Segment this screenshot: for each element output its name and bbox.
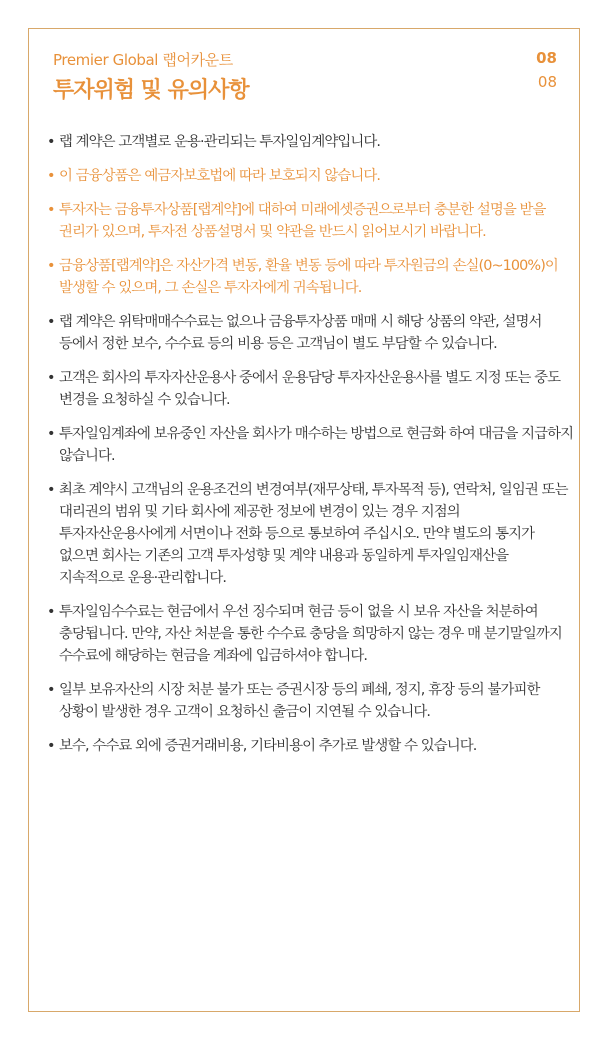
brand-label: Premier Global 랩어카운트 [53, 51, 233, 69]
list-item [47, 165, 575, 187]
bullet-icon: • [47, 314, 55, 330]
list-item [47, 679, 575, 723]
list-item [47, 199, 575, 243]
list-item [47, 311, 575, 355]
list-item-text: 일부 보유자산의 시장 처분 불가 또는 증권시장 등의 폐쇄, 정지, 휴장 등의 불가피한 상황이 발생한 경우 고객이 요청하신 출금이 지연될 수 있습니다. [59, 682, 540, 720]
list-item [47, 131, 575, 153]
bullet-icon: • [47, 682, 55, 698]
bullet-icon: • [47, 134, 55, 150]
list-item [47, 479, 575, 589]
list-item [47, 367, 575, 411]
page-number-bold: 08 [536, 49, 557, 67]
list-item-text: 금융상품[랩계약]은 자산가격 변동, 환율 변동 등에 따라 투자원금의 손실(0~100%)이 발생할 수 있으며, 그 손실은 투자자에게 귀속됩니다. [59, 258, 558, 296]
list-item-text: 고객은 회사의 투자자산운용사 중에서 운용담당 투자자산운용사를 별도 지정 또는 중도 변경을 요청하실 수 있습니다. [59, 370, 561, 408]
bullet-icon: • [47, 258, 55, 274]
list-item [47, 255, 575, 299]
list-item-text: 랩 계약은 고객별로 운용·관리되는 투자일임계약입니다. [59, 134, 381, 150]
bullet-icon: • [47, 426, 55, 442]
page-title: 투자위험 및 유의사항 [53, 78, 249, 103]
list-item-text: 투자일임수수료는 현금에서 우선 징수되며 현금 등이 없을 시 보유 자산을 처분하여 충당됩니다. 만약, 자산 처분을 통한 수수료 충당을 희망하지 않는 경우 매 분기말일까지 수수료에 해당하는 현금을 계좌에 입금하셔야 합니다. [59, 604, 562, 664]
list-item-text: 최초 계약시 고객님의 운용조건의 변경여부(재무상태, 투자목적 등), 연락처, 일임권 또는 대리권의 범위 및 기타 회사에 제공한 정보에 변경이 있는 경우 지점의 투자자산운용사에게 서면이나 전화 등으로 통보하여 주십시오. 만약 별도의 통지가 없으면 회사는 기존의 고객 투자성향 및 계약 내용과 동일하게 투자일임재산을 지속적으로 운용·관리합니다. [59, 482, 568, 586]
list-item [47, 601, 575, 667]
list-item [47, 423, 575, 467]
page-number: 08 [537, 73, 557, 91]
bullet-icon: • [47, 604, 55, 620]
list-item-text: 투자일임계좌에 보유중인 자산을 회사가 매수하는 방법으로 현금화 하여 대금을 지급하지 않습니다. [59, 426, 574, 464]
list-item-text: 보수, 수수료 외에 증권거래비용, 기타비용이 추가로 발생할 수 있습니다. [59, 738, 477, 754]
bullet-icon: • [47, 202, 55, 218]
list-item [47, 735, 575, 757]
bullet-icon: • [47, 168, 55, 184]
list-item-text: 랩 계약은 위탁매매수수료는 없으나 금융투자상품 매매 시 해당 상품의 약관, 설명서 등에서 정한 보수, 수수료 등의 비용 등은 고객님이 별도 부담할 수 있습니다. [59, 314, 542, 352]
list-item-text: 투자자는 금융투자상품[랩계약]에 대하여 미래에셋증권으로부터 충분한 설명을 받을 권리가 있으며, 투자전 상품설명서 및 약관을 반드시 읽어보시기 바랍니다. [59, 202, 546, 240]
bullet-icon: • [47, 738, 55, 754]
bullet-icon: • [47, 370, 55, 386]
bullet-icon: • [47, 482, 55, 498]
document-frame [28, 28, 580, 1012]
list-item-text: 이 금융상품은 예금자보호법에 따라 보호되지 않습니다. [59, 168, 381, 184]
notice-list [47, 131, 575, 769]
